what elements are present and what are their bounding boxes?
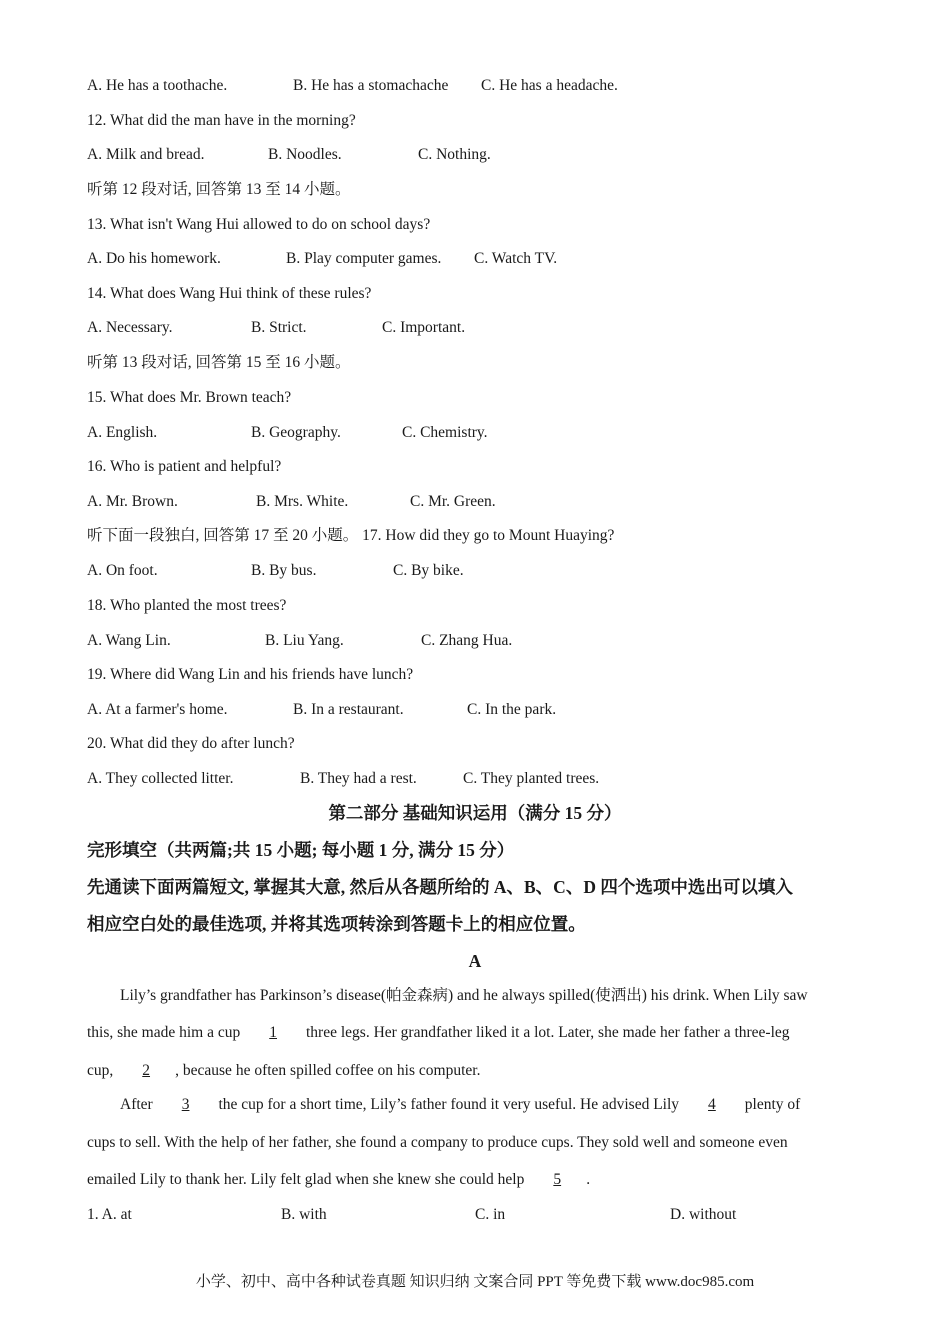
q16-option-b: B. Mrs. White. [256, 493, 349, 510]
blank-2: 2 [142, 1062, 151, 1079]
instruction-line-1: 先通读下面两篇短文, 掌握其大意, 然后从各题所给的 A、B、C、D 四个选项中选出可以填入 [87, 877, 793, 897]
q15-option-c: C. Chemistry. [402, 424, 488, 441]
passage-text: this, she made him a cup [87, 1024, 241, 1041]
q15-option-b: B. Geography. [251, 424, 341, 441]
blank-4: 4 [708, 1096, 716, 1113]
passage-text: emailed Lily to thank her. Lily felt glad when she knew she could help [87, 1171, 525, 1188]
q20-option-c: C. They planted trees. [463, 770, 600, 787]
passage-line-3 [87, 1061, 867, 1081]
q20-question: 20. What did they do after lunch? [87, 735, 295, 752]
q19-option-c: C. In the park. [467, 701, 557, 718]
q13-question: 13. What isn't Wang Hui allowed to do on school days? [87, 216, 431, 233]
q14-option-c: C. Important. [382, 319, 466, 336]
passage-line-1: Lily’s grandfather has Parkinson’s disease(帕金森病) and he always spilled(使洒出) his drink. When Lily saw [120, 987, 808, 1004]
q19-option-b: B. In a restaurant. [293, 701, 404, 718]
passage-line-6 [87, 1170, 867, 1190]
q20-option-b: B. They had a rest. [300, 770, 417, 787]
passage-text: cup, [87, 1062, 114, 1079]
q16-option-c: C. Mr. Green. [410, 493, 496, 510]
passage-text: three legs. Her grandfather liked it a lot. Later, she made her father a three-leg [306, 1024, 790, 1041]
instruction-line-2: 相应空白处的最佳选项, 并将其选项转涂到答题卡上的相应位置。 [87, 914, 586, 934]
q12-option-a: A. Milk and bread. [87, 146, 205, 163]
q14-option-a: A. Necessary. [87, 319, 173, 336]
passage-line-2 [87, 1023, 867, 1043]
q17-option-c: C. By bike. [393, 562, 464, 579]
q14-option-b: B. Strict. [251, 319, 307, 336]
q18-option-c: C. Zhang Hua. [421, 632, 513, 649]
q17-option-b: B. By bus. [251, 562, 317, 579]
q18-option-a: A. Wang Lin. [87, 632, 171, 649]
q12-option-c: C. Nothing. [418, 146, 491, 163]
q19-option-a: A. At a farmer's home. [87, 701, 228, 718]
monologue-instruction: 听下面一段独白, 回答第 17 至 20 小题。 17. How did they go to Mount Huaying? [87, 527, 615, 544]
q15-option-a: A. English. [87, 424, 158, 441]
passage-text: plenty of [744, 1096, 801, 1113]
q16-question: 16. Who is patient and helpful? [87, 458, 282, 475]
passage-text: , because he often spilled coffee on his computer. [175, 1062, 481, 1079]
passage-text: . [586, 1171, 591, 1188]
q13-option-b: B. Play computer games. [286, 250, 442, 267]
q12-option-b: B. Noodles. [268, 146, 342, 163]
blank-3: 3 [181, 1096, 190, 1113]
cloze-q1-option-d: D. without [670, 1206, 737, 1223]
q13-option-c: C. Watch TV. [474, 250, 558, 267]
cloze-title: 完形填空（共两篇;共 15 小题; 每小题 1 分, 满分 15 分） [87, 840, 515, 860]
page-footer: 小学、初中、高中各种试卷真题 知识归纳 文案合同 PPT 等免费下载 www.doc985.com [195, 1274, 755, 1290]
passage-line-5: cups to sell. With the help of her father, she found a company to produce cups. They sold well and someone even [87, 1134, 788, 1151]
q11-option-a: A. He has a toothache. [87, 77, 228, 94]
dialog12-instruction: 听第 12 段对话, 回答第 13 至 14 小题。 [87, 181, 351, 198]
passage-text: the cup for a short time, Lily’s father found it very useful. He advised Lily [218, 1096, 680, 1113]
dialog13-instruction: 听第 13 段对话, 回答第 15 至 16 小题。 [87, 354, 351, 371]
passage-label: A [468, 951, 482, 971]
passage-line-4 [87, 1095, 900, 1115]
q18-question: 18. Who planted the most trees? [87, 597, 287, 614]
q15-question: 15. What does Mr. Brown teach? [87, 389, 292, 406]
blank-5: 5 [553, 1171, 562, 1188]
q19-question: 19. Where did Wang Lin and his friends have lunch? [87, 666, 414, 683]
blank-1: 1 [269, 1024, 277, 1041]
q17-option-a: A. On foot. [87, 562, 158, 579]
cloze-q1-option-a: 1. A. at [87, 1206, 132, 1223]
passage-text: After [120, 1096, 153, 1113]
q18-option-b: B. Liu Yang. [265, 632, 344, 649]
q11-option-c: C. He has a headache. [481, 77, 618, 94]
q12-question: 12. What did the man have in the morning? [87, 112, 356, 129]
cloze-q1-option-b: B. with [281, 1206, 327, 1223]
part2-title: 第二部分 基础知识运用（满分 15 分） [328, 803, 622, 823]
q20-option-a: A. They collected litter. [87, 770, 234, 787]
q11-option-b: B. He has a stomachache [293, 77, 449, 94]
q16-option-a: A. Mr. Brown. [87, 493, 178, 510]
cloze-q1-option-c: C. in [475, 1206, 506, 1223]
q13-option-a: A. Do his homework. [87, 250, 221, 267]
q14-question: 14. What does Wang Hui think of these rules? [87, 285, 372, 302]
